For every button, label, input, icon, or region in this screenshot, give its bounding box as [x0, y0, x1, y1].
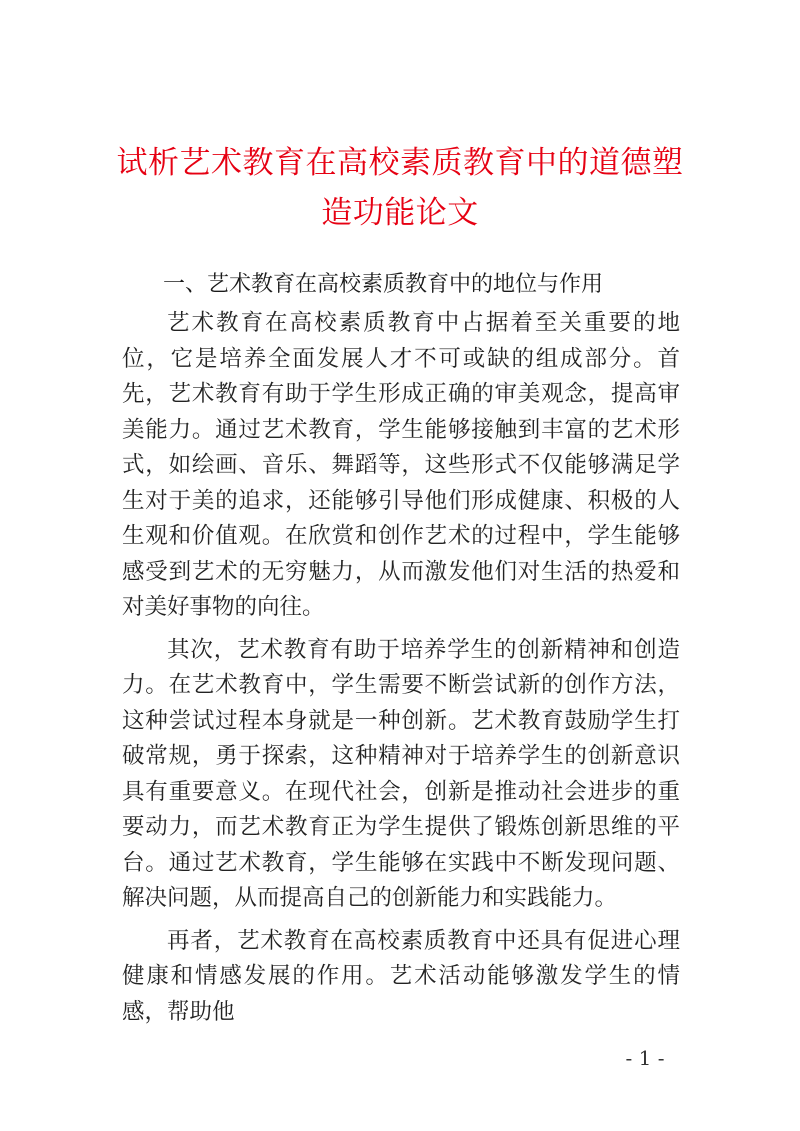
paragraph-1: 艺术教育在高校素质教育中占据着至关重要的地位，它是培养全面发展人才不可或缺的组成部分。首先，艺术教育有助于学生形成正确的审美观念，提高审美能力。通过艺术教育，学生能够接触到丰富的艺术形式，如绘画、音乐、舞蹈等，这些形式不仅能够满足学生对于美的追求，还能够引导他们形成健康、积极的人生观和价值观。在欣赏和创作艺术的过程中，学生能够感受到艺术的无穷魅力，从而激发他们对生活的热爱和对美好事物的向往。	[122, 310, 680, 620]
page-number: - 1 -	[625, 1046, 665, 1070]
section-heading: 一、艺术教育在高校素质教育中的地位与作用	[163, 272, 604, 297]
title-line-2: 造功能论文	[321, 195, 479, 231]
paragraph-3: 再者，艺术教育在高校素质教育中还具有促进心理健康和情感发展的作用。艺术活动能够激发学生的情感，帮助他	[122, 927, 680, 1025]
document-title	[110, 138, 690, 238]
paragraph-2: 其次，艺术教育有助于培养学生的创新精神和创造力。在艺术教育中，学生需要不断尝试新的创作方法，这种尝试过程本身就是一种创新。艺术教育鼓励学生打破常规，勇于探索，这种精神对于培养学生的创新意识具有重要意义。在现代社会，创新是推动社会进步的重要动力，而艺术教育正为学生提供了锻炼创新思维的平台。通过艺术教育，学生能够在实践中不断发现问题、解决问题，从而提高自己的创新能力和实践能力。	[122, 636, 680, 911]
title-line-1: 试析艺术教育在高校素质教育中的道德塑	[116, 145, 684, 181]
body-text	[122, 306, 680, 1037]
